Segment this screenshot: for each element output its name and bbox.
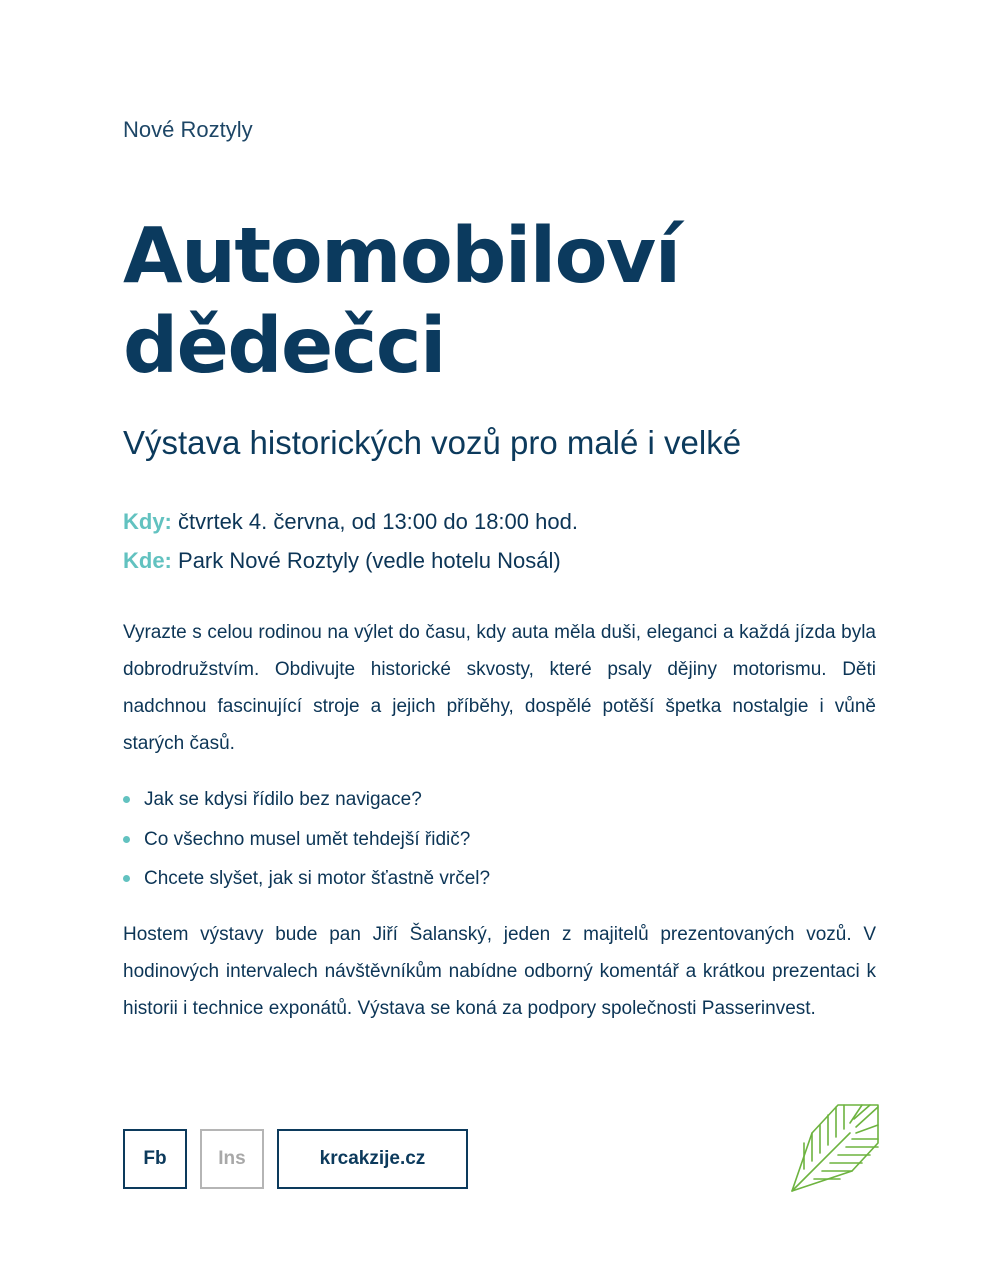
event-subtitle: Výstava historických vozů pro malé i velké [123, 424, 742, 461]
list-item: Co všechno musel umět tehdejší řidič? [123, 822, 490, 862]
list-item: Jak se kdysi řídilo bez navigace? [123, 782, 490, 822]
location-label: Nové Roztyly [123, 117, 253, 142]
where-value: Park Nové Roztyly (vedle hotelu Nosál) [178, 548, 561, 573]
question-list [123, 782, 490, 901]
intro-paragraph: Vyrazte s celou rodinou na výlet do času, kdy auta měla duši, eleganci a každá jízda byla dobrodružstvím. Obdivujte historické skvosty, které psaly dějiny motorismu. Děti nadchnou fascinující stroje a jejich příběhy, dospělé potěší špetka nostalgie i vůně starých časů. [123, 622, 876, 754]
facebook-button[interactable]: Fb [123, 1129, 187, 1189]
when-value: čtvrtek 4. června, od 13:00 do 18:00 hod. [178, 509, 578, 534]
title-line-2: dědečci [123, 302, 445, 391]
instagram-button[interactable]: Ins [200, 1129, 264, 1189]
host-paragraph: Hostem výstavy bude pan Jiří Šalanský, jeden z majitelů prezentovaných vozů. V hodinových intervalech návštěvníkům nabídne odborný komentář a krátkou prezentaci k historii i technice exponátů. Výstava se koná za podpory společnosti Passerinvest. [123, 924, 876, 1019]
event-title [123, 212, 883, 392]
leaf-logo-icon [790, 1103, 880, 1193]
title-line-1: Automobiloví [123, 212, 680, 301]
event-where [123, 548, 561, 574]
list-item: Chcete slyšet, jak si motor šťastně vrčel? [123, 861, 490, 901]
bullet-dot-icon [123, 875, 130, 882]
website-button[interactable]: krcakzije.cz [277, 1129, 468, 1189]
bullet-dot-icon [123, 796, 130, 803]
when-label: Kdy: [123, 509, 172, 534]
event-when [123, 509, 578, 535]
bullet-dot-icon [123, 836, 130, 843]
social-links [123, 1129, 468, 1189]
where-label: Kde: [123, 548, 172, 573]
